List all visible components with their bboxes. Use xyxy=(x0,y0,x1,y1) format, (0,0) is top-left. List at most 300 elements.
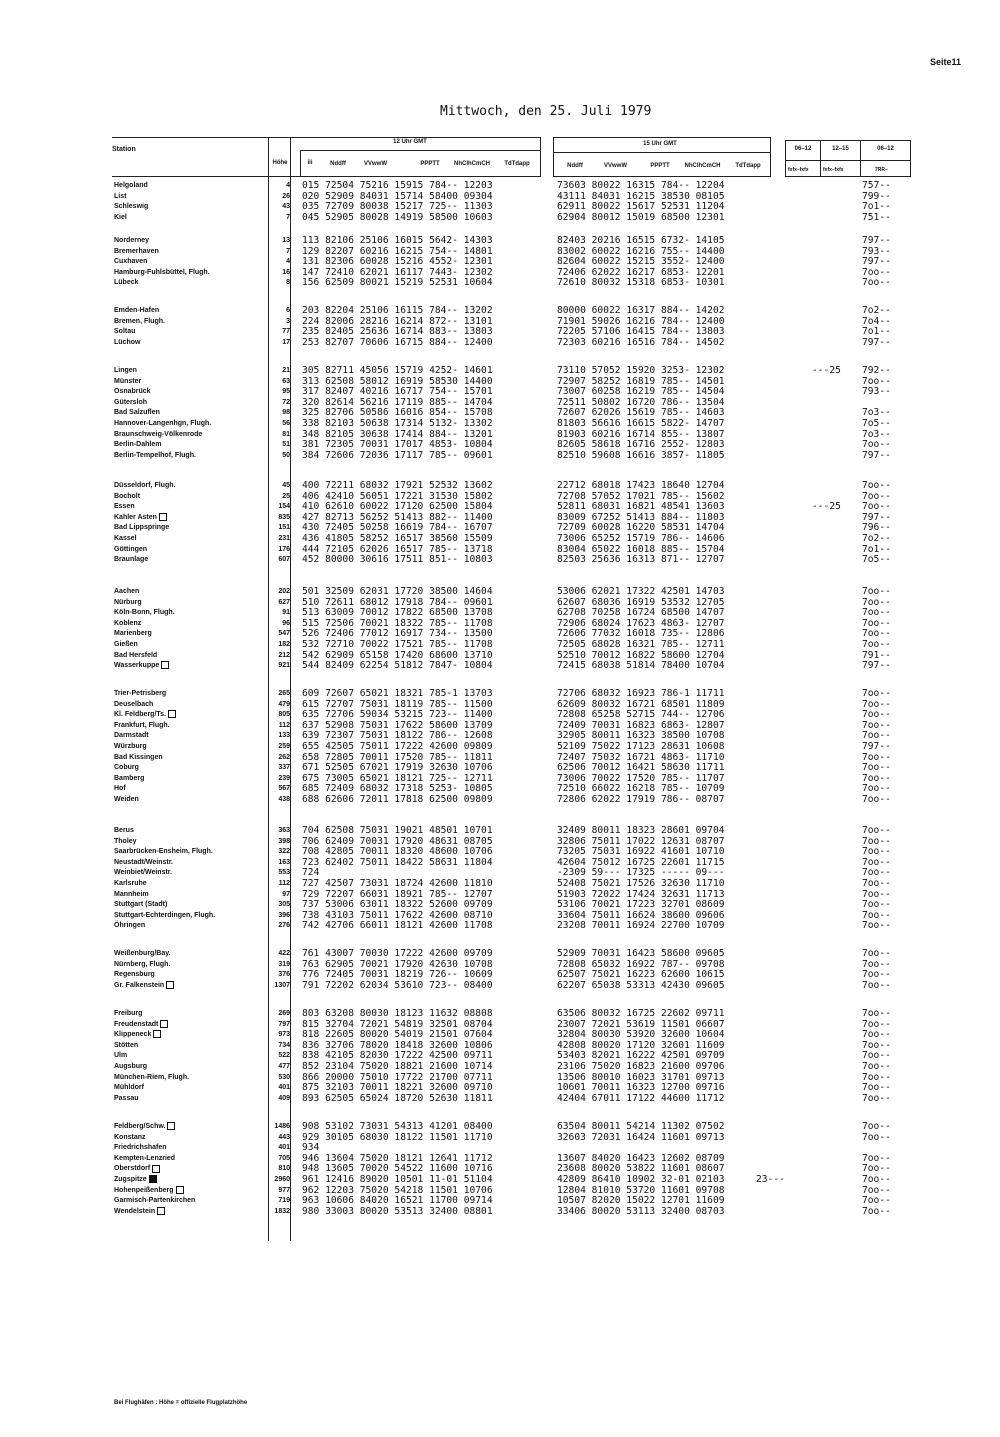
obs-15utc: 32603 72031 16424 11601 09713 xyxy=(557,1131,725,1143)
obs-15utc: 73006 65252 15719 786-- 14606 xyxy=(557,532,725,544)
station-label: Kl. Feldberg/Ts. xyxy=(114,711,166,719)
station-label: Aachen xyxy=(114,588,140,595)
obs-12utc: 688 62606 72011 17818 62500 09809 xyxy=(302,793,493,805)
station-height: 212 xyxy=(278,651,290,659)
obs-15utc: 52408 75021 17526 32630 11710 xyxy=(557,877,725,889)
extra-col-3: 7oo-- xyxy=(862,835,891,847)
table-row xyxy=(0,408,1000,419)
station-height: 25 xyxy=(282,492,290,500)
station-group xyxy=(0,826,1000,932)
table-row xyxy=(0,700,1000,711)
station-label: Frankfurt, Flugh. xyxy=(114,721,170,729)
table-row xyxy=(0,1030,1000,1041)
table-row xyxy=(0,1196,1000,1207)
obs-12utc: 515 72506 70021 18322 785-- 11708 xyxy=(302,617,493,629)
extra-col-3: 7oo-- xyxy=(862,1029,891,1041)
station-label: Stuttgart-Echterdingen, Flugh. xyxy=(114,911,216,919)
station-label: Trier-Petrisberg xyxy=(114,690,167,697)
station-height: 1307 xyxy=(274,981,290,989)
station-label: Tholey xyxy=(114,837,137,845)
obs-12utc: 430 72405 50258 16619 784-- 16707 xyxy=(302,522,493,534)
obs-15utc: 23608 80020 53822 11601 08607 xyxy=(557,1163,725,1175)
extra-col-3: 7o1-- xyxy=(862,201,891,213)
obs-12utc: 818 22605 80020 54019 21501 07604 xyxy=(302,1029,493,1041)
obs-12utc: 761 43007 70030 17222 42600 09709 xyxy=(302,948,493,959)
station-height: 43 xyxy=(282,203,290,211)
extra-col-3: 797-- xyxy=(862,235,891,246)
station-height: 530 xyxy=(278,1073,290,1081)
obs-15utc: 72907 58252 16819 785-- 14501 xyxy=(557,375,725,387)
obs-12utc: 045 52905 80028 14919 58500 10603 xyxy=(302,211,493,223)
table-row xyxy=(0,523,1000,534)
open-square-icon xyxy=(153,1030,161,1038)
extra-col-3: 7oo-- xyxy=(862,375,891,387)
table-row xyxy=(0,911,1000,922)
station-label: Braunschweig-Völkenrode xyxy=(114,430,203,438)
obs-15utc: 53403 82021 16222 42501 09709 xyxy=(557,1050,725,1062)
station-height: 26 xyxy=(282,192,290,200)
open-square-icon xyxy=(176,1186,184,1194)
extra-col-3: 7oo-- xyxy=(862,1071,891,1083)
table-row xyxy=(0,651,1000,662)
table-row xyxy=(0,1051,1000,1062)
extra-col-3: 791-- xyxy=(862,649,891,661)
station-height: 56 xyxy=(282,419,290,427)
station-label: Bremerhaven xyxy=(114,247,159,255)
extra-col-3: 7oo-- xyxy=(862,877,891,889)
station-height: 547 xyxy=(278,630,290,638)
station-height: 265 xyxy=(278,690,290,697)
obs-15utc: 43111 84031 16215 38530 08105 xyxy=(557,190,725,202)
extra-col-3: 7oo-- xyxy=(862,762,891,774)
station-label: Gr. Falkenstein xyxy=(114,981,165,989)
obs-12utc: 948 13605 70020 54522 11600 10716 xyxy=(302,1163,493,1175)
station-label: Saarbrücken-Ensheim, Flugh. xyxy=(114,848,213,856)
obs-15utc: 82605 58618 16716 2552- 12803 xyxy=(557,439,725,451)
table-row xyxy=(0,598,1000,609)
extra-col-3: 7o3-- xyxy=(862,407,891,419)
station-label: Emden-Hafen xyxy=(114,307,160,314)
obs-15utc: 42809 86410 10902 32-01 02103 xyxy=(557,1173,725,1185)
extra-col-3: 7oo-- xyxy=(862,480,891,491)
header-col-clouds: NhClhCmCH xyxy=(684,163,721,169)
station-label: Mühldorf xyxy=(114,1084,144,1092)
open-square-icon xyxy=(167,1122,175,1130)
obs-12utc: 763 62905 70021 17920 42630 10708 xyxy=(302,958,493,970)
obs-15utc: 72407 75032 16721 4863- 11710 xyxy=(557,751,725,763)
station-height: 95 xyxy=(282,388,290,396)
obs-15utc: 23007 72021 53619 11501 06607 xyxy=(557,1018,725,1030)
extra-col-3: 793-- xyxy=(862,245,891,257)
obs-15utc: 82604 60022 15215 3552- 12400 xyxy=(557,256,725,268)
station-height: 154 xyxy=(278,503,290,511)
obs-15utc: 42404 67011 17122 44600 11712 xyxy=(557,1092,725,1104)
obs-12utc: 400 72211 68032 17921 52532 13602 xyxy=(302,480,493,491)
station-height: 705 xyxy=(278,1154,290,1162)
table-row xyxy=(0,327,1000,338)
station-label: Garmisch-Partenkirchen xyxy=(114,1197,196,1205)
table-row xyxy=(0,981,1000,992)
obs-12utc: 156 62509 80021 15219 52531 10604 xyxy=(302,277,493,289)
obs-12utc: 381 72305 70031 17017 4853- 10804 xyxy=(302,439,493,451)
station-height: 176 xyxy=(278,545,290,553)
station-label: Deuselbach xyxy=(114,700,154,708)
obs-15utc: 33406 80020 53113 32400 08703 xyxy=(557,1205,725,1217)
obs-15utc: 62904 80012 15019 68500 12301 xyxy=(557,211,725,223)
table-row xyxy=(0,1133,1000,1144)
table-row xyxy=(0,1186,1000,1197)
obs-12utc: 235 82405 25636 16714 883-- 13803 xyxy=(302,326,493,338)
station-height: 319 xyxy=(278,960,290,968)
station-group xyxy=(0,481,1000,566)
obs-15utc: 23106 75020 16823 21600 09706 xyxy=(557,1060,725,1072)
station-height: 151 xyxy=(278,524,290,532)
extra-col-3: 7oo-- xyxy=(862,628,891,640)
obs-15utc: 32409 80011 18323 28601 09704 xyxy=(557,825,725,836)
station-height: 322 xyxy=(278,848,290,856)
table-row xyxy=(0,481,1000,492)
station-height: 1832 xyxy=(274,1207,290,1215)
station-height: 50 xyxy=(282,451,290,459)
table-row xyxy=(0,629,1000,640)
station-label: Oberstdorf xyxy=(114,1165,151,1173)
extra-col-3: 799-- xyxy=(862,190,891,202)
station-height: 77 xyxy=(282,328,290,336)
station-label: Mannheim xyxy=(114,890,149,898)
header-col-vvwww: VVwwW xyxy=(603,163,627,169)
station-height: 719 xyxy=(278,1197,290,1205)
station-label: Stötten xyxy=(114,1041,139,1049)
obs-15utc: 72906 68024 17623 4863- 12707 xyxy=(557,617,725,629)
table-row xyxy=(0,247,1000,258)
station-label: Konstanz xyxy=(114,1133,146,1141)
extra-col-3: 7oo-- xyxy=(862,846,891,858)
header-col-vvwww: VVwwW xyxy=(363,161,387,167)
station-label: Koblenz xyxy=(114,619,142,627)
obs-12utc: 532 72710 70022 17521 785-- 11708 xyxy=(302,638,493,650)
extra-col-3: 7oo-- xyxy=(862,1184,891,1196)
table-row xyxy=(0,868,1000,879)
table-row xyxy=(0,366,1000,377)
station-label: Darmstadt xyxy=(114,732,149,740)
header-range-2: 12–15 xyxy=(832,146,849,152)
table-row xyxy=(0,1062,1000,1073)
obs-15utc: 71901 59026 16216 784-- 12400 xyxy=(557,315,725,327)
obs-15utc: 80000 60022 16317 884-- 14202 xyxy=(557,305,725,316)
station-height: 627 xyxy=(278,598,290,606)
obs-12utc: 609 72607 65021 18321 785-1 13703 xyxy=(302,688,493,699)
extra-col-3: 7oo-- xyxy=(862,607,891,619)
table-row xyxy=(0,858,1000,869)
station-height: 81 xyxy=(282,430,290,438)
obs-15utc: 72511 50802 16720 786-- 13504 xyxy=(557,396,725,408)
obs-12utc: 803 63208 80030 18123 11632 08808 xyxy=(302,1008,493,1019)
table-row xyxy=(0,826,1000,837)
extra-col-3: 7oo-- xyxy=(862,586,891,597)
station-label: Bad Lippspringe xyxy=(114,524,170,532)
obs-12utc: 838 42105 82030 17222 42500 09711 xyxy=(302,1050,493,1062)
table-row xyxy=(0,949,1000,960)
obs-15utc: 82510 59608 16616 3857- 11805 xyxy=(557,449,725,461)
obs-12utc: 908 53102 73031 54313 41201 08400 xyxy=(302,1121,493,1132)
obs-15utc: 62507 75021 16223 62600 10615 xyxy=(557,969,725,981)
extra-col-3: 7oo-- xyxy=(862,709,891,721)
obs-12utc: 325 82706 50586 16016 854-- 15708 xyxy=(302,407,493,419)
obs-12utc: 961 12416 89020 10501 11-01 51104 xyxy=(302,1173,493,1185)
table-row xyxy=(0,710,1000,721)
extra-col-3: 7o3-- xyxy=(862,428,891,440)
extra-col-3: 7oo-- xyxy=(862,899,891,911)
station-label: Karlsruhe xyxy=(114,879,147,887)
station-label: Kempten-Lenzried xyxy=(114,1154,176,1162)
extra-col-3: 7oo-- xyxy=(862,751,891,763)
extra-col-3: 797-- xyxy=(862,256,891,268)
table-row xyxy=(0,1143,1000,1154)
station-group xyxy=(0,181,1000,223)
station-label: Köln-Bonn, Flugh. xyxy=(114,609,175,617)
station-height: 921 xyxy=(278,662,290,670)
obs-12utc: 723 62402 75011 18422 58631 11804 xyxy=(302,856,493,868)
table-row xyxy=(0,1175,1000,1186)
station-label: Kiel xyxy=(114,213,127,221)
obs-12utc: 704 62508 75031 19021 48501 10701 xyxy=(302,825,493,836)
obs-12utc: 131 82306 60028 15216 4552- 12301 xyxy=(302,256,493,268)
obs-12utc: 742 42706 66011 18121 42600 11708 xyxy=(302,920,493,932)
obs-12utc: 724 xyxy=(302,867,320,879)
station-height: 422 xyxy=(278,950,290,957)
station-label: Bocholt xyxy=(114,492,141,500)
station-label: Bremen, Flugh. xyxy=(114,317,165,325)
extra-col-3: 7oo-- xyxy=(862,1008,891,1019)
extra-col-3: 7oo-- xyxy=(862,909,891,921)
obs-12utc: 776 72405 70031 18219 726-- 10609 xyxy=(302,969,493,981)
extra-col-3: 7oo-- xyxy=(862,856,891,868)
station-height: 4 xyxy=(286,258,290,266)
obs-15utc: 72205 57106 16415 784-- 13803 xyxy=(557,326,725,338)
station-height: 398 xyxy=(278,837,290,845)
table-row xyxy=(0,1164,1000,1175)
station-height: 401 xyxy=(278,1144,290,1152)
obs-12utc: 685 72409 68032 17318 5253- 10805 xyxy=(302,783,493,795)
obs-12utc: 815 32704 72021 54819 32501 08704 xyxy=(302,1018,493,1030)
table-row xyxy=(0,1041,1000,1052)
header-col-ppptt: PPPTT xyxy=(650,163,670,169)
obs-15utc: 52510 70012 16822 58600 12704 xyxy=(557,649,725,661)
obs-12utc: 427 82713 56252 51413 882-- 11400 xyxy=(302,511,493,523)
station-label: Münster xyxy=(114,377,142,385)
obs-15utc: 32905 80011 16323 38500 10708 xyxy=(557,730,725,742)
extra-col-3: 7oo-- xyxy=(862,825,891,836)
extra-col-3: 796-- xyxy=(862,522,891,534)
station-label: Osnabrück xyxy=(114,388,151,396)
station-label: Berus xyxy=(114,827,134,834)
station-label: Hamburg-Fuhlsbüttel, Flugh. xyxy=(114,268,210,276)
obs-12utc: 113 82106 25106 16015 5642- 14303 xyxy=(302,235,493,246)
obs-12utc: 513 63009 70012 17822 68500 13708 xyxy=(302,607,493,619)
table-row xyxy=(0,387,1000,398)
obs-15utc: 72610 80032 15318 6853- 10301 xyxy=(557,277,725,289)
obs-15utc: 73110 57052 15920 3253- 12302 xyxy=(557,365,725,376)
obs-12utc: 675 73005 65021 18121 725-- 12711 xyxy=(302,772,493,784)
station-group xyxy=(0,236,1000,289)
obs-15utc: 82503 25636 16313 871-- 12707 xyxy=(557,554,725,566)
station-height: 477 xyxy=(278,1062,290,1070)
station-height: 21 xyxy=(282,367,290,374)
obs-12utc: 224 82006 28216 16214 872-- 13101 xyxy=(302,315,493,327)
station-group xyxy=(0,1122,1000,1217)
station-label: Neustadt/Weinstr. xyxy=(114,858,173,866)
table-row xyxy=(0,921,1000,932)
obs-12utc: 410 62610 60022 17120 62500 15804 xyxy=(302,501,493,513)
station-height: 6 xyxy=(286,307,290,314)
station-label: Bad Kissingen xyxy=(114,753,163,761)
station-group xyxy=(0,1009,1000,1104)
table-row xyxy=(0,784,1000,795)
obs-12utc: 203 82204 25106 16115 784-- 13202 xyxy=(302,305,493,316)
obs-15utc: 42808 80020 17120 32601 11609 xyxy=(557,1039,725,1051)
station-height: 276 xyxy=(278,922,290,930)
extra-col-3: 7oo-- xyxy=(862,1050,891,1062)
station-label: Soltau xyxy=(114,328,136,336)
table-row xyxy=(0,1009,1000,1020)
header-12utc: 12 Uhr GMT xyxy=(393,139,427,145)
station-height: 2960 xyxy=(274,1175,290,1183)
extra-col-3: 7oo-- xyxy=(862,1060,891,1072)
extra-col-3: 7oo-- xyxy=(862,793,891,805)
station-group xyxy=(0,366,1000,461)
station-height: 16 xyxy=(282,268,290,276)
station-height: 835 xyxy=(278,513,290,521)
station-height: 401 xyxy=(278,1084,290,1092)
obs-15utc: 81803 56616 16615 5822- 14707 xyxy=(557,417,725,429)
header-station: Station xyxy=(112,146,136,153)
obs-12utc: 129 82207 60216 16215 754-- 14801 xyxy=(302,245,493,257)
obs-12utc: 875 32103 70011 18221 32600 09710 xyxy=(302,1082,493,1094)
station-label: Essen xyxy=(114,503,135,511)
station-height: 163 xyxy=(278,858,290,866)
station-label: Augsburg xyxy=(114,1062,148,1070)
table-row xyxy=(0,192,1000,203)
obs-15utc: 13607 84020 16423 12602 08709 xyxy=(557,1152,725,1164)
station-height: 438 xyxy=(278,795,290,803)
extra-col-3: 7oo-- xyxy=(862,772,891,784)
table-row xyxy=(0,1073,1000,1084)
table-row xyxy=(0,419,1000,430)
station-height: 72 xyxy=(282,398,290,406)
obs-12utc: 542 62909 65158 17420 68600 13710 xyxy=(302,649,493,661)
obs-15utc: 82403 20216 16515 6732- 14105 xyxy=(557,235,725,246)
station-label: Braunlage xyxy=(114,556,149,564)
station-height: 202 xyxy=(278,588,290,595)
extra-col-3: 7oo-- xyxy=(862,1039,891,1051)
obs-12utc: 791 72202 62034 53610 723-- 08400 xyxy=(302,979,493,991)
table-row xyxy=(0,619,1000,630)
obs-12utc: 708 42805 70011 18320 48600 10706 xyxy=(302,846,493,858)
obs-15utc: 83002 60022 16216 755-- 14400 xyxy=(557,245,725,257)
table-row xyxy=(0,763,1000,774)
station-height: 98 xyxy=(282,409,290,417)
station-label: Cuxhaven xyxy=(114,258,148,266)
table-row xyxy=(0,278,1000,289)
table-row xyxy=(0,257,1000,268)
obs-12utc: 962 12203 75020 54218 11501 10706 xyxy=(302,1184,493,1196)
station-label: Würzburg xyxy=(114,742,147,750)
station-label: Berlin-Tempelhof, Flugh. xyxy=(114,451,196,459)
extra-col-3: 7oo-- xyxy=(862,1131,891,1143)
station-label: Coburg xyxy=(114,764,139,772)
extra-col-3: 797-- xyxy=(862,660,891,672)
open-square-icon xyxy=(161,661,169,669)
extra-col-3: 7oo-- xyxy=(862,688,891,699)
extra-col-3: 7oo-- xyxy=(862,1205,891,1217)
station-label: Freiburg xyxy=(114,1010,143,1017)
header-height: Höhe xyxy=(272,160,288,166)
obs-12utc: 639 72307 75031 18122 786-- 12608 xyxy=(302,730,493,742)
station-height: 553 xyxy=(278,869,290,877)
obs-12utc: 452 80000 30616 17511 851-- 10803 xyxy=(302,554,493,566)
obs-12utc: 737 53006 63011 18322 52600 09709 xyxy=(302,899,493,911)
table-row xyxy=(0,306,1000,317)
table-row xyxy=(0,377,1000,388)
station-label: List xyxy=(114,192,127,200)
station-label: Kassel xyxy=(114,534,137,542)
table-row xyxy=(0,742,1000,753)
station-height: 337 xyxy=(278,764,290,772)
obs-12utc: 348 82105 30638 17414 884-- 13201 xyxy=(302,428,493,440)
extra-col-3: 7oo-- xyxy=(862,617,891,629)
obs-15utc: 83009 67252 51413 884-- 11803 xyxy=(557,511,725,523)
extra-col-3: 7oo-- xyxy=(862,1152,891,1164)
extra-col-2: ---25 xyxy=(812,365,841,376)
station-height: 810 xyxy=(278,1165,290,1173)
station-height: 259 xyxy=(278,742,290,750)
obs-15utc: 10601 70011 16323 12700 09716 xyxy=(557,1082,725,1094)
extra-col-3: 7oo-- xyxy=(862,1195,891,1207)
obs-15utc: 72409 70031 16823 6863- 12807 xyxy=(557,719,725,731)
station-height: 977 xyxy=(278,1186,290,1194)
obs-12utc: 615 72707 75031 18119 785-- 11500 xyxy=(302,698,493,710)
station-height: 567 xyxy=(278,785,290,793)
obs-12utc: 658 72805 70011 17520 785-- 11811 xyxy=(302,751,493,763)
station-label: Hof xyxy=(114,785,126,793)
table-row xyxy=(0,1207,1000,1218)
table-row xyxy=(0,236,1000,247)
station-group xyxy=(0,949,1000,991)
extra-col-3: 7oo-- xyxy=(862,1163,891,1175)
station-height: 479 xyxy=(278,700,290,708)
obs-12utc: 406 42410 56051 17221 31530 15802 xyxy=(302,490,493,502)
station-height: 607 xyxy=(278,556,290,564)
station-label: Friedrichshafen xyxy=(114,1144,167,1152)
station-height: 396 xyxy=(278,911,290,919)
obs-12utc: 671 52505 67021 17919 32630 10706 xyxy=(302,762,493,774)
station-height: 17 xyxy=(282,338,290,346)
obs-15utc: 72303 60216 16516 784-- 14502 xyxy=(557,336,725,348)
station-height: 805 xyxy=(278,711,290,719)
extra-col-3: 7o1-- xyxy=(862,326,891,338)
extra-col-3: 7o2-- xyxy=(862,305,891,316)
extra-col-3: 7oo-- xyxy=(862,1121,891,1132)
table-row xyxy=(0,661,1000,672)
station-label: Bad Hersfeld xyxy=(114,651,158,659)
extra-col-3: 7oo-- xyxy=(862,698,891,710)
station-height: 91 xyxy=(282,609,290,617)
open-square-icon xyxy=(160,1020,168,1028)
obs-15utc: 72806 62022 17919 786-- 08707 xyxy=(557,793,725,805)
extra-col-3: 7oo-- xyxy=(862,958,891,970)
table-row xyxy=(0,502,1000,513)
obs-15utc: 72415 68038 51814 78400 10704 xyxy=(557,660,725,672)
